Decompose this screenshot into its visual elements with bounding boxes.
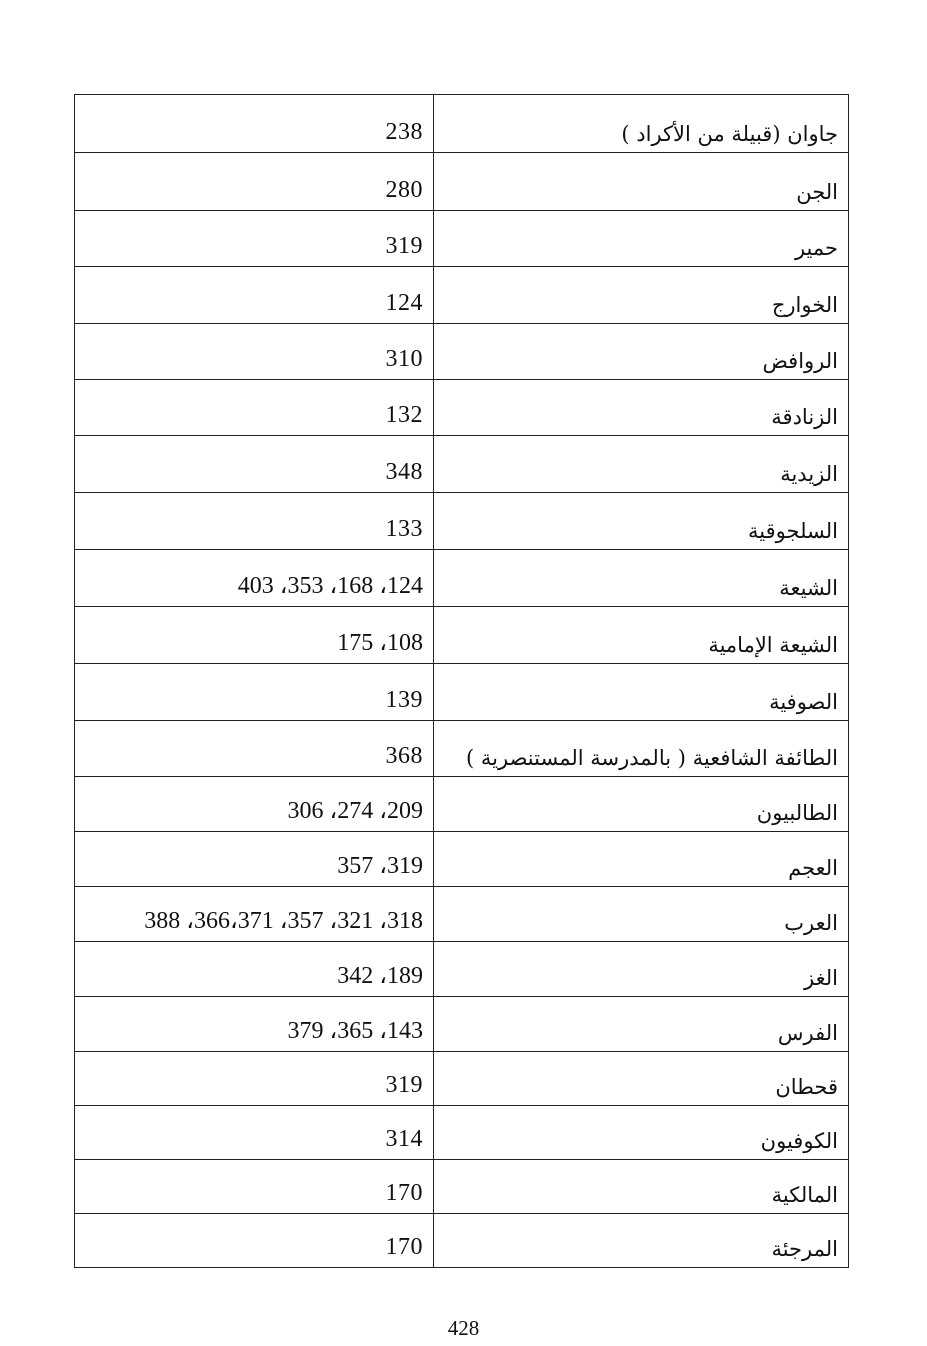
index-term: الغز bbox=[434, 942, 849, 997]
index-table bbox=[74, 94, 849, 1268]
index-term: المرجئة bbox=[434, 1214, 849, 1268]
index-term: العرب bbox=[434, 887, 849, 942]
page-references: 170 bbox=[75, 1160, 434, 1214]
index-term: الخوارج bbox=[434, 267, 849, 324]
table-row bbox=[75, 777, 849, 832]
index-term: جاوان (قبيلة من الأكراد ) bbox=[434, 95, 849, 153]
table-row bbox=[75, 493, 849, 550]
index-term: الطالبيون bbox=[434, 777, 849, 832]
index-term: الصوفية bbox=[434, 664, 849, 721]
page-references: 357 ،319 bbox=[75, 832, 434, 887]
index-term: الكوفيون bbox=[434, 1106, 849, 1160]
table-row bbox=[75, 721, 849, 777]
page-references: 306 ،274 ،209 bbox=[75, 777, 434, 832]
table-row bbox=[75, 942, 849, 997]
index-term: الشيعة الإمامية bbox=[434, 607, 849, 664]
page-references: 170 bbox=[75, 1214, 434, 1268]
page-references: 348 bbox=[75, 436, 434, 493]
page-references: 175 ،108 bbox=[75, 607, 434, 664]
index-term: السلجوقية bbox=[434, 493, 849, 550]
table-row bbox=[75, 267, 849, 324]
page-references: 132 bbox=[75, 380, 434, 436]
index-term: الطائفة الشافعية ( بالمدرسة المستنصرية ) bbox=[434, 721, 849, 777]
index-term: الزيدية bbox=[434, 436, 849, 493]
table-row bbox=[75, 153, 849, 211]
index-term: قحطان bbox=[434, 1052, 849, 1106]
table-row bbox=[75, 436, 849, 493]
index-term: حمير bbox=[434, 211, 849, 267]
table-row bbox=[75, 1106, 849, 1160]
index-term: العجم bbox=[434, 832, 849, 887]
page-references: 379 ،365 ،143 bbox=[75, 997, 434, 1052]
page-references: 319 bbox=[75, 1052, 434, 1106]
page-references: 388 ،366،371 ،357 ،321 ،318 bbox=[75, 887, 434, 942]
table-row bbox=[75, 832, 849, 887]
table-row bbox=[75, 550, 849, 607]
index-term: الفرس bbox=[434, 997, 849, 1052]
index-term: الشيعة bbox=[434, 550, 849, 607]
table-row bbox=[75, 887, 849, 942]
index-term: المالكية bbox=[434, 1160, 849, 1214]
index-term: الزنادقة bbox=[434, 380, 849, 436]
page-references: 124 bbox=[75, 267, 434, 324]
table-row bbox=[75, 95, 849, 153]
index-term: الجن bbox=[434, 153, 849, 211]
page-references: 139 bbox=[75, 664, 434, 721]
index-term: الروافض bbox=[434, 324, 849, 380]
page-references: 342 ،189 bbox=[75, 942, 434, 997]
index-table-body bbox=[75, 95, 849, 1268]
page-references: 133 bbox=[75, 493, 434, 550]
page-number: 428 bbox=[447, 1316, 480, 1340]
table-row bbox=[75, 1214, 849, 1268]
page-references: 314 bbox=[75, 1106, 434, 1160]
page-references: 368 bbox=[75, 721, 434, 777]
table-row bbox=[75, 1052, 849, 1106]
table-row bbox=[75, 664, 849, 721]
table-row bbox=[75, 1160, 849, 1214]
page-references: 238 bbox=[75, 95, 434, 153]
page-references: 310 bbox=[75, 324, 434, 380]
table-row bbox=[75, 997, 849, 1052]
page-references: 319 bbox=[75, 211, 434, 267]
table-row bbox=[75, 607, 849, 664]
table-row bbox=[75, 211, 849, 267]
table-row bbox=[75, 380, 849, 436]
page-references: 280 bbox=[75, 153, 434, 211]
page-references: 403 ،353 ،168 ،124 bbox=[75, 550, 434, 607]
table-row bbox=[75, 324, 849, 380]
